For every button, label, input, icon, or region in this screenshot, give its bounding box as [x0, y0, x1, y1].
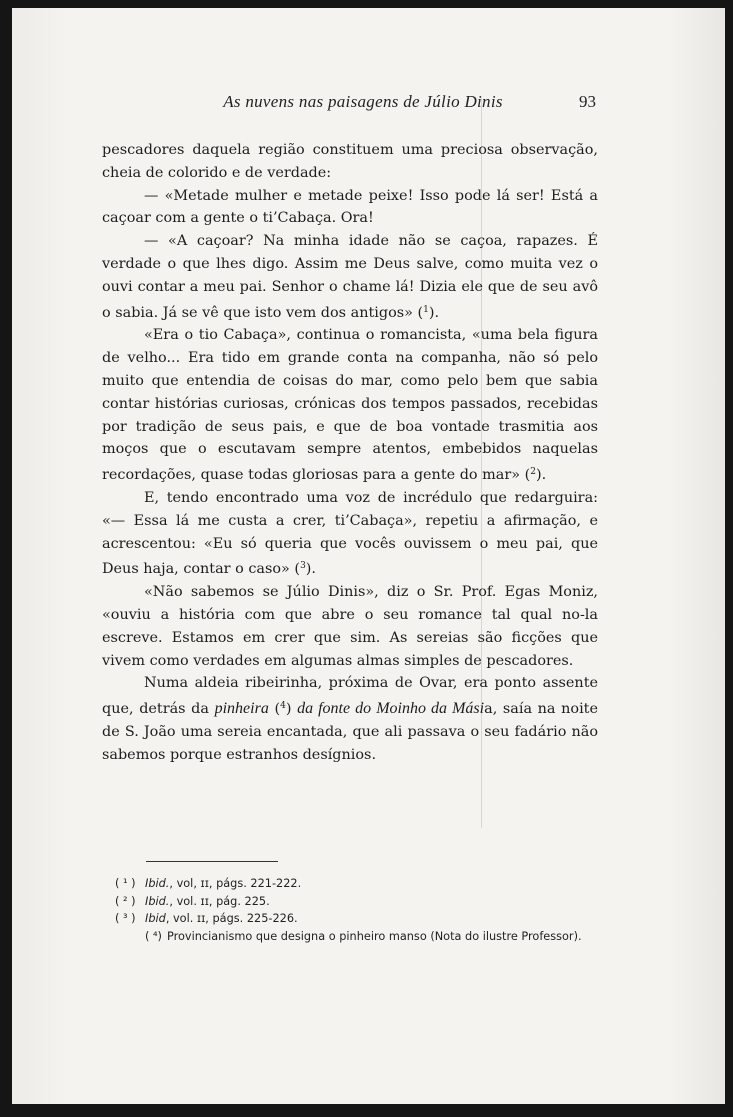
paragraph-4-end: ).	[535, 467, 547, 484]
paragraph-3-text: — «A caçoar? Na minha idade não se caçoa, rapazes. É verdade o que lhes digo. Assim me Deus salve, como muita vez o ouvi contar a meu pai. Senhor o chame lá! Dizia ele que de seu avô o sabia. Já se vê que isto vem dos antigos» (	[102, 233, 598, 321]
paragraph-5-end: ).	[305, 561, 316, 578]
fonte-moinho-term: da fonte do Moinho da Mási	[297, 700, 485, 718]
paragraph-4-text: «Era o tio Cabaça», continua o romancista, «uma bela figura de velho... Era tido em grande conta na companha, não só pelo muito que entendia de coisas do mar, como pelo bem que sabia contar histórias curiosas, crónicas dos tempos passados, recebidas por tradição de seus pais, e que de boa vontade trasmitia aos moços que o escutavam sempre atentos, embebidos naquelas recordações, quase todas gloriosas para a gente do mar» (	[102, 327, 598, 484]
footnote-mark: ( ⁴)	[145, 929, 162, 943]
footnote-mark: ( ² )	[115, 894, 136, 908]
paragraph-4	[102, 324, 598, 487]
page-header	[100, 92, 596, 116]
footnote-ref-2: 2	[530, 467, 536, 478]
paragraph-5-text: E, tendo encontrado uma voz de incrédulo que redarguira: «— Essa lá me custa a crer, ti’Cabaça», repetiu a afirmação, e acrescentou: «Eu só queria que vocês ouvissem o meu pai, que Deus haja, contar o caso» (	[102, 489, 598, 578]
footnote-mark: ( ¹ )	[115, 877, 136, 890]
main-text	[102, 139, 598, 767]
paragraph-7-text-a: Numa aldeia ribeirinha, próxima de Ovar, era ponto assente que, detrás da	[102, 675, 598, 718]
footnote-4	[115, 928, 591, 946]
paragraph-7-text-b: (	[268, 701, 281, 718]
paragraph-7-text-c: )	[285, 701, 298, 718]
footnote-text: Provincianismo que designa o pinheiro manso (Nota do ilustre Professor).	[167, 929, 582, 943]
footnote-separator	[146, 861, 278, 862]
pinheira-term: pinheira	[214, 700, 269, 718]
footnote-text: , vol. ɪɪ, pág. 225.	[169, 894, 270, 908]
paragraph-2: — «Metade mulher e metade peixe! Isso pode lá ser! Está a caçoar com a gente o ti’Cabaça. Ora!	[102, 187, 598, 227]
footnote-ref-4: 4	[280, 701, 286, 712]
book-page	[12, 8, 725, 1104]
footnotes	[115, 875, 591, 945]
footnote-2	[115, 893, 591, 911]
paragraph-3	[102, 230, 598, 324]
paragraph-1: pescadores daquela região constituem uma preciosa observação, cheia de colorido e de verdade:	[102, 142, 598, 181]
footnote-ref: Ibid.	[145, 894, 170, 908]
footnote-text: , vol. ɪɪ, págs. 225-226.	[165, 912, 298, 926]
paragraph-3-end: ).	[428, 304, 440, 321]
paragraph-7-text-d: a, saía na noite de S. João uma sereia encantada, que ali passava o seu fadário não sabemos porque estranhos desígnios.	[102, 701, 598, 763]
paragraph-5	[102, 487, 598, 581]
footnote-3	[115, 910, 591, 928]
footnote-mark: ( ³ )	[115, 912, 136, 926]
footnote-ref-3: 3	[300, 561, 306, 572]
paragraph-6: «Não sabemos se Júlio Dinis», diz o Sr. Prof. Egas Moniz, «ouviu a história com que abre o seu romance tal qual no-la escreve. Estamos em crer que sim. As sereias são ficções que vivem como verdades em algumas almas simples de pescadores.	[102, 584, 598, 669]
page-number: 93	[579, 92, 596, 111]
running-title: As nuvens nas paisagens de Júlio Dinis	[223, 92, 503, 111]
footnote-ref: Ibid.	[145, 877, 170, 890]
paragraph-7	[102, 672, 598, 766]
footnote-text: , vol, ɪɪ, págs. 221-222.	[169, 877, 302, 890]
footnote-ref-1: 1	[423, 304, 429, 315]
footnote-1	[115, 875, 591, 893]
footnote-ref: Ibid	[145, 912, 166, 926]
